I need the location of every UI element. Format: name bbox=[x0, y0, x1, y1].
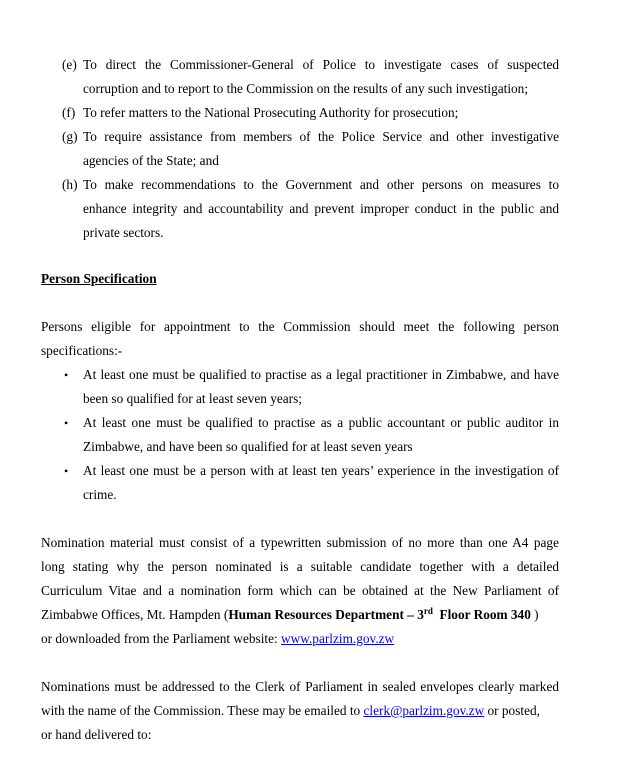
spec-bullet-2-line-2: Zimbabwe, and have been so qualified for at least seven years bbox=[83, 439, 413, 454]
list-label-h: (h) bbox=[62, 177, 78, 192]
list-item-g-line-1: To require assistance from members of the Police Service and other investigative bbox=[83, 129, 559, 144]
spec-bullet-1-line-1: At least one must be qualified to practise as a legal practitioner in Zimbabwe, and have bbox=[83, 367, 559, 382]
nomination-line-5-prefix: or downloaded from the Parliament website: bbox=[41, 631, 282, 646]
ordinal-suffix: rd bbox=[423, 606, 433, 616]
department-bold-b: Floor Room 340 bbox=[432, 607, 535, 622]
nomination-line-3: Curriculum Vitae and a nomination form which can be obtained at the New Parliament of bbox=[41, 583, 559, 598]
nomination-line-4-suffix: ) bbox=[534, 607, 539, 622]
parliament-website-link[interactable]: www.parlzim.gov.zw bbox=[281, 631, 395, 646]
submission-line-3: or hand delivered to: bbox=[41, 727, 152, 742]
list-item-g-line-2: agencies of the State; and bbox=[83, 153, 219, 168]
clerk-email-link[interactable]: clerk@parlzim.gov.zw bbox=[363, 703, 485, 718]
bullet-icon: • bbox=[64, 416, 69, 430]
submission-line-2 bbox=[41, 703, 540, 719]
spec-bullet-2-line-1: At least one must be qualified to practise as a public accountant or public auditor in bbox=[83, 415, 559, 430]
department-bold-a: Human Resources Department – 3 bbox=[228, 607, 424, 622]
nomination-line-1: Nomination material must consist of a typewritten submission of no more than one A4 page bbox=[41, 535, 559, 550]
section-heading-person-specification: Person Specification bbox=[41, 271, 157, 286]
list-item-h-line-3: private sectors. bbox=[83, 225, 164, 240]
submission-line-2-suffix: or posted, bbox=[484, 703, 540, 718]
list-item-h-line-1: To make recommendations to the Government and other persons on measures to bbox=[83, 177, 559, 192]
list-label-f: (f) bbox=[62, 105, 76, 120]
list-item-h-line-2: enhance integrity and accountability and prevent improper conduct in the public and bbox=[83, 201, 559, 216]
person-spec-intro-line-1: Persons eligible for appointment to the Commission should meet the following person bbox=[41, 319, 559, 334]
list-item-f-line-1: To refer matters to the National Prosecuting Authority for prosecution; bbox=[83, 105, 459, 120]
spec-bullet-1-line-2: been so qualified for at least seven years; bbox=[83, 391, 302, 406]
submission-line-1: Nominations must be addressed to the Clerk of Parliament in sealed envelopes clearly marked bbox=[41, 679, 559, 694]
nomination-line-4-prefix: Zimbabwe Offices, Mt. Hampden ( bbox=[41, 607, 229, 622]
list-item-e-line-2: corruption and to report to the Commission on the results of any such investigation; bbox=[83, 81, 529, 96]
person-spec-intro-line-2: specifications:- bbox=[41, 343, 123, 358]
nomination-line-4 bbox=[41, 607, 539, 623]
bullet-icon: • bbox=[64, 464, 69, 478]
list-label-g: (g) bbox=[62, 129, 78, 144]
list-item-e-line-1: To direct the Commissioner-General of Police to investigate cases of suspected bbox=[83, 57, 559, 72]
list-label-e: (e) bbox=[62, 57, 77, 72]
spec-bullet-3-line-1: At least one must be a person with at least ten years’ experience in the investigation of bbox=[83, 463, 559, 478]
nomination-line-5 bbox=[41, 631, 394, 647]
submission-line-2-prefix: with the name of the Commission. These may be emailed to bbox=[41, 703, 364, 718]
spec-bullet-3-line-2: crime. bbox=[83, 487, 117, 502]
nomination-line-2: long stating why the person nominated is a suitable candidate together with a detailed bbox=[41, 559, 559, 574]
bullet-icon: • bbox=[64, 368, 69, 382]
